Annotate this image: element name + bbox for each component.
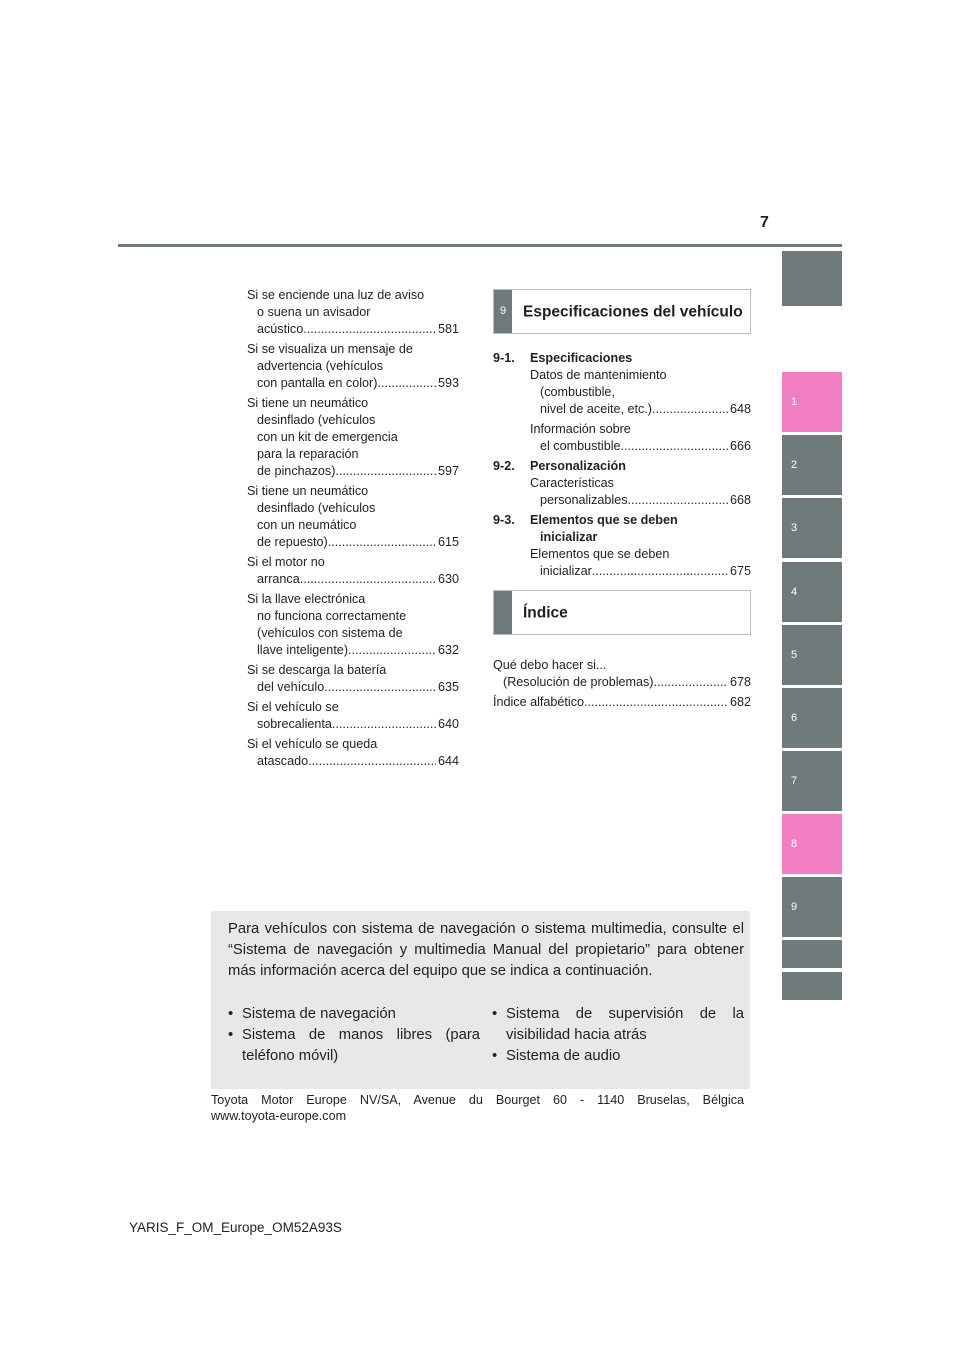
page-ref: 644 [437,754,459,768]
toc-entry-text: para la reparación [257,447,359,461]
dot-leader [303,321,436,338]
subsection-title-line: Elementos que se deben [530,513,678,527]
side-tab [782,940,842,968]
section-9-number: 9 [494,290,512,333]
side-tab [782,972,842,1000]
index-entries [493,657,751,711]
side-tab: 5 [782,625,842,685]
toc-entry [247,662,459,696]
dot-leader [592,563,728,580]
toc-entry-leader [247,375,459,392]
toc-entry-text: de pinchazos) [257,464,336,478]
toc-entry-leader [247,571,459,588]
page-ref: 615 [437,535,459,549]
toc-entry-leader [247,679,459,696]
toc-entry [247,483,459,551]
toc-entry-leader [247,463,459,480]
toc-entry-text: nivel de aceite, etc.) [540,402,653,416]
toc-entry [247,341,459,392]
footer [211,1092,744,1124]
side-tab: 9 [782,877,842,937]
index-section-header [493,590,751,635]
toc-entry [247,287,459,338]
bullets-right-column [480,1004,744,1067]
dot-leader [377,375,436,392]
toc-entry-text: el combustible [540,439,621,453]
toc-entry-text: sobrecalienta [257,717,332,731]
toc-entry-text: Elementos que se deben [530,547,670,561]
subsection-items [493,475,751,509]
bullet-text: Sistema de audio [506,1048,621,1064]
bullet-dot: • [492,1048,498,1064]
toc-entry-text: de repuesto) [257,535,328,549]
toc-left-column [247,287,459,773]
dot-leader [332,716,436,733]
toc-entry-text: o suena un avisador [257,305,371,319]
dot-leader [621,438,728,455]
toc-entry-leader [530,492,751,509]
side-tab: 7 [782,751,842,811]
toc-entry-text: Si tiene un neumático [247,396,369,410]
toc-right-column [493,289,751,714]
subsection-number: 9-3. [493,513,515,527]
toc-entry-text: del vehículo [257,680,325,694]
toc-entry-leader [530,401,751,418]
side-tab: 4 [782,562,842,622]
section-9-header [493,289,751,334]
bullet-text: Sistema de navegación [242,1006,396,1022]
bullet-dot: • [492,1006,498,1022]
toc-entry-text: atascado [257,754,309,768]
page-ref: 581 [437,322,459,336]
toc-entry-text: Si el motor no [247,555,325,569]
toc-entry-leader [247,642,459,659]
side-tab: 6 [782,688,842,748]
dot-leader [652,401,728,418]
dot-leader [584,694,728,711]
document-code: YARIS_F_OM_Europe_OM52A93S [129,1220,342,1235]
bullet-text: Sistema de manos libres (para teléfono móvil) [242,1027,480,1064]
subsection-number: 9-2. [493,459,515,473]
subsection-items [493,546,751,580]
subsection-title [530,350,632,367]
toc-entry-leader [247,753,459,770]
toc-entry-text: acústico [257,322,304,336]
subsection-title-line: inicializar [540,530,598,544]
toc-entry-text: Si el vehículo se [247,700,339,714]
side-tab: 8 [782,814,842,874]
toc-entry [493,694,751,711]
page-ref: 666 [729,439,751,453]
toc-entry-text: desinflado (vehículos [257,501,376,515]
bullet-item [492,1046,744,1067]
section-9-entries [493,350,751,580]
index-section-title: Índice [523,604,568,621]
section-9-title: Especificaciones del vehículo [523,303,743,320]
subsection-heading [493,458,751,475]
info-box [211,911,750,1089]
page-ref: 630 [437,572,459,586]
toc-entry-text: Información sobre [530,422,631,436]
dot-leader [300,571,436,588]
dot-leader [628,492,728,509]
bullet-dot: • [228,1006,234,1022]
side-tab: 2 [782,435,842,495]
bullet-item [492,1004,744,1046]
side-tab [782,251,842,306]
bullet-item [228,1004,480,1025]
toc-entry-leader [247,321,459,338]
subsection-number: 9-1. [493,351,515,365]
toc-entry [530,421,751,455]
toc-entry-text: Si se enciende una luz de aviso [247,288,425,302]
subsection-heading [493,512,751,546]
dot-leader [335,463,436,480]
toc-entry [247,736,459,770]
side-tab: 1 [782,372,842,432]
page-ref: 682 [729,695,751,709]
toc-entry-text: (combustible, [540,385,615,399]
toc-entry [247,699,459,733]
bullet-dot: • [228,1027,234,1043]
toc-entry-text: Si se visualiza un mensaje de [247,342,413,356]
page-ref: 635 [437,680,459,694]
toc-entry-text: (Resolución de problemas) [503,675,654,689]
subsection-title [530,512,678,546]
toc-entry-text: con pantalla en color) [257,376,378,390]
toc-entry-leader [247,534,459,551]
toc-entry [530,546,751,580]
toc-entry-text: llave inteligente) [257,643,349,657]
toc-entry-text: desinflado (vehículos [257,413,376,427]
toc-entry-leader [247,716,459,733]
dot-leader [654,674,728,691]
page-number: 7 [760,214,769,231]
toc-entry-text: Índice alfabético [493,695,585,709]
page-ref: 640 [437,717,459,731]
toc-entry-text: Si la llave electrónica [247,592,366,606]
toc-entry-text: Si el vehículo se queda [247,737,378,751]
toc-entry-leader [493,674,751,691]
toc-entry [530,367,751,418]
index-section-bar [494,591,512,634]
toc-entry [530,475,751,509]
subsection-items [493,367,751,455]
toc-entry-text: arranca [257,572,300,586]
toc-entry-leader [530,563,751,580]
toc-entry-text: advertencia (vehículos [257,359,384,373]
info-bullets [228,1004,744,1067]
side-tab: 3 [782,498,842,558]
page-ref: 632 [437,643,459,657]
subsection-title-line: Especificaciones [530,351,633,365]
dot-leader [328,534,436,551]
bullets-left-column [228,1004,480,1067]
toc-entry [493,657,751,691]
toc-entry-leader [530,438,751,455]
dot-leader [324,679,436,696]
toc-entry [247,554,459,588]
page-ref: 668 [729,493,751,507]
toc-entry-text: no funciona correctamente [257,609,407,623]
toc-entry-leader [493,694,751,711]
toc-entry-text: Características [530,476,614,490]
dot-leader [308,753,436,770]
footer-address: Toyota Motor Europe NV/SA, Avenue du Bourget 60 - 1140 Bruselas, Bélgica [211,1093,744,1107]
footer-website: www.toyota-europe.com [211,1109,347,1123]
toc-entry-text: Qué debo hacer si... [493,658,607,672]
toc-entry-text: con un neumático [257,518,357,532]
page-ref: 648 [729,402,751,416]
toc-entry [247,395,459,480]
toc-entry-text: (vehículos con sistema de [257,626,403,640]
toc-entry-text: inicializar [540,564,592,578]
toc-entry [247,591,459,659]
toc-entry-text: Si tiene un neumático [247,484,369,498]
page-ref: 678 [729,675,751,689]
page-ref: 593 [437,376,459,390]
bullet-text: Sistema de supervisión de la visibilidad hacia atrás [506,1006,744,1043]
toc-entry-text: personalizables [540,493,628,507]
top-rule [118,244,842,247]
subsection-title [530,458,626,475]
subsection-heading [493,350,751,367]
subsection-title-line: Personalización [530,459,626,473]
page-ref: 597 [437,464,459,478]
bullet-item [228,1025,480,1067]
toc-entry-text: Si se descarga la batería [247,663,387,677]
toc-entry-text: Datos de mantenimiento [530,368,667,382]
info-text: Para vehículos con sistema de navegación o sistema multimedia, consulte el “Sistema de navegación y multimedia Manual del propietario” para obtener más información acerca del equipo que se indica a continuación. [228,921,744,979]
page-ref: 675 [729,564,751,578]
dot-leader [348,642,436,659]
toc-entry-text: con un kit de emergencia [257,430,398,444]
